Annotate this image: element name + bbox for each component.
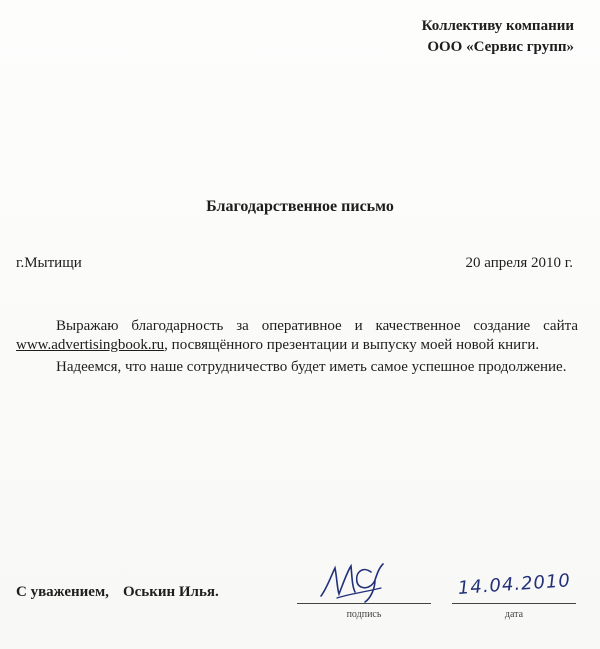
letter-date: 20 апреля 2010 г. bbox=[465, 255, 573, 271]
signature-block bbox=[297, 558, 431, 628]
addressee-line-1: Коллективу компании bbox=[421, 18, 574, 34]
sender-name: Оськин Илья. bbox=[122, 584, 219, 600]
place: г.Мытищи bbox=[16, 255, 82, 271]
letter-body bbox=[16, 317, 578, 377]
date-underline bbox=[452, 603, 576, 604]
closing-line bbox=[16, 584, 219, 601]
website-link[interactable]: www.advertisingbook.ru bbox=[16, 337, 165, 353]
signature-underline bbox=[297, 603, 431, 604]
signature-caption: подпись bbox=[346, 609, 382, 620]
letter-title: Благодарственное письмо bbox=[206, 198, 394, 215]
paragraph-1 bbox=[16, 317, 578, 355]
handwritten-signature bbox=[319, 558, 389, 606]
paragraph-1-end: , посвящённого презентации и выпуску моей новой книги. bbox=[164, 337, 540, 353]
regards-text: С уважением, bbox=[16, 584, 109, 600]
addressee-line-2: ООО «Сервис групп» bbox=[427, 39, 574, 55]
paragraph-1-start: Выражаю благодарность за оперативное и качественное создание сайта bbox=[56, 318, 578, 334]
paragraph-2: Надеемся, что наше сотрудничество будет иметь самое успешное продолжение. bbox=[56, 359, 567, 375]
handwritten-date-block bbox=[452, 558, 576, 628]
date-caption: дата bbox=[504, 609, 524, 620]
addressee-block bbox=[422, 16, 574, 58]
handwritten-date: 14.04.2010 bbox=[457, 570, 572, 599]
